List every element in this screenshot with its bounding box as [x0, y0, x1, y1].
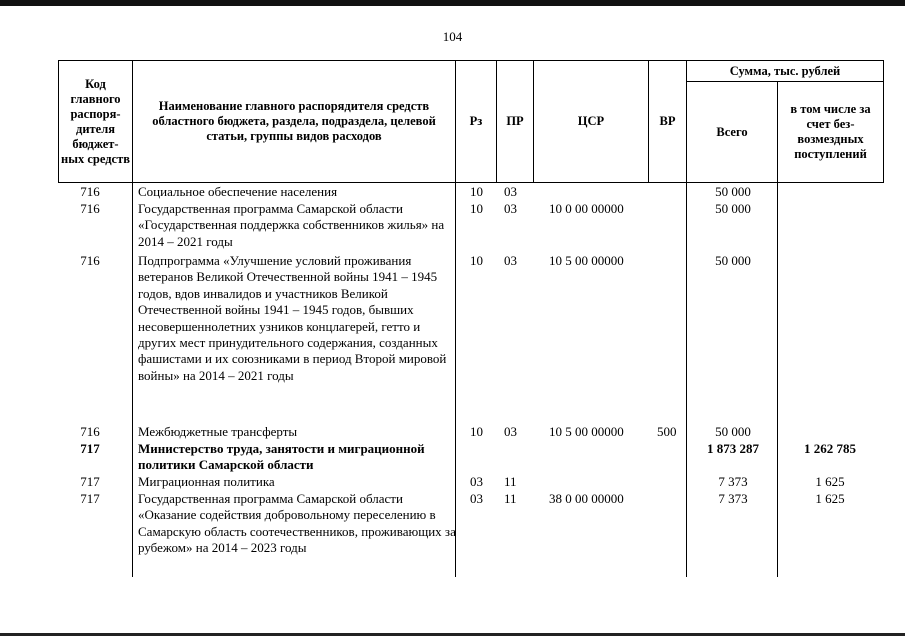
- header-grants: в том числе за счет без-возмездных поступлений: [777, 81, 884, 183]
- page-number: 104: [442, 29, 463, 44]
- rz-cell: 03: [470, 474, 483, 489]
- pr-cell: 11: [504, 491, 517, 506]
- name-cell: Государственная программа Самарской области «Оказание содействия добровольному переселению в Самарскую область соотечественников, проживающих за рубежом» на 2014 – 2023 годы: [138, 491, 456, 556]
- code-cell: 716: [80, 201, 100, 216]
- total-cell: 7 373: [718, 491, 748, 506]
- name-cell: Государственная программа Самарской области «Государственная поддержка собственников жилья» на 2014 – 2021 годы: [138, 201, 445, 249]
- total-cell: 7 373: [718, 474, 748, 489]
- pr-cell: 11: [504, 474, 517, 489]
- header-pr: ПР: [496, 60, 534, 183]
- total-cell: 50 000: [715, 184, 751, 199]
- csr-cell: 38 0 00 00000: [549, 491, 624, 506]
- code-cell: 716: [80, 253, 100, 268]
- name-cell: Подпрограмма «Улучшение условий проживания ветеранов Великой Отечественной войны 1941 – 1945 годов, вдов инвалидов и участников Великой Отечественной войны 1941 – 1945 годов, бывших несовершеннолетних узников концлагерей, гетто и других мест принудительного содержания, созданных фашистами и их союзниками в период Второй мировой войны» на 2014 – 2021 годы: [138, 253, 447, 383]
- header-vr: ВР: [648, 60, 687, 183]
- header-total: Всего: [686, 81, 778, 183]
- header-code: Код главного распоря-дителя бюджет-ных средств: [58, 60, 133, 183]
- pr-cell: 03: [504, 184, 517, 199]
- csr-cell: 10 5 00 00000: [549, 424, 624, 439]
- top-scan-border: [0, 0, 905, 6]
- grants-cell: 1 625: [815, 474, 845, 489]
- vr-cell: 500: [657, 424, 677, 439]
- name-cell: Социальное обеспечение населения: [138, 184, 338, 199]
- code-cell: 717: [80, 491, 100, 506]
- rz-cell: 10: [470, 184, 483, 199]
- bottom-scan-border: [0, 633, 905, 636]
- total-cell: 50 000: [715, 253, 751, 268]
- rz-cell: 10: [470, 253, 483, 268]
- csr-cell: 10 0 00 00000: [549, 201, 624, 216]
- total-cell: 1 873 287: [707, 441, 759, 456]
- header-name: Наименование главного распорядителя средств областного бюджета, раздела, подраздела, целевой статьи, группы видов расходов: [132, 60, 456, 183]
- name-cell: Межбюджетные трансферты: [138, 424, 298, 439]
- grants-cell: 1 262 785: [804, 441, 856, 456]
- code-cell: 717: [80, 474, 100, 489]
- rz-cell: 10: [470, 424, 483, 439]
- code-cell: 717: [80, 441, 100, 456]
- header-rz: Рз: [455, 60, 497, 183]
- header-csr: ЦСР: [533, 60, 649, 183]
- csr-cell: 10 5 00 00000: [549, 253, 624, 268]
- pr-cell: 03: [504, 424, 517, 439]
- rz-cell: 10: [470, 201, 483, 216]
- header-sum: Сумма, тыс. рублей: [686, 60, 884, 82]
- code-cell: 716: [80, 424, 100, 439]
- pr-cell: 03: [504, 253, 517, 268]
- total-cell: 50 000: [715, 201, 751, 216]
- rz-cell: 03: [470, 491, 483, 506]
- pr-cell: 03: [504, 201, 517, 216]
- grants-cell: 1 625: [815, 491, 845, 506]
- name-cell: Миграционная политика: [138, 474, 275, 489]
- code-cell: 716: [80, 184, 100, 199]
- total-cell: 50 000: [715, 424, 751, 439]
- name-cell: Министерство труда, занятости и миграционной политики Самарской области: [138, 441, 425, 473]
